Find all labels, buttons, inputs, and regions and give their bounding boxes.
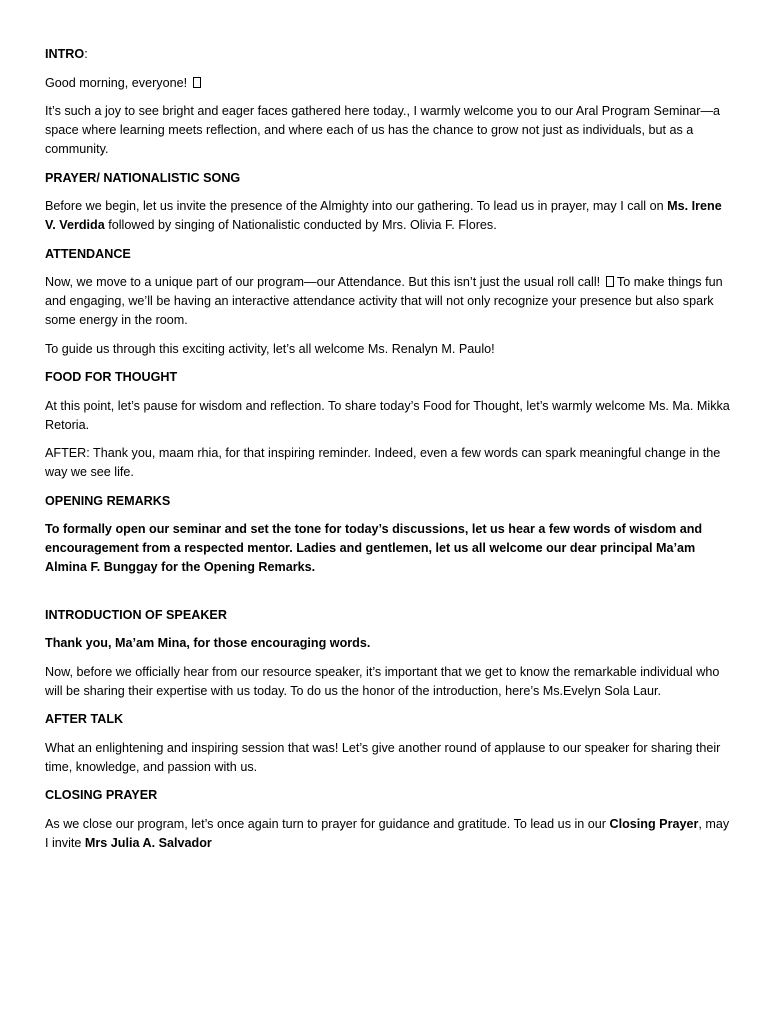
attendance-guide: To guide us through this exciting activity, let’s all welcome Ms. Renalyn M. Paulo!: [45, 341, 495, 356]
opening-remarks-heading: OPENING REMARKS: [45, 493, 171, 508]
closing-prayer-leader-name: Mrs Julia A. Salvador: [84, 835, 212, 850]
closing-prayer-heading: CLOSING PRAYER: [45, 788, 158, 802]
introduction-text: Now, before we officially hear from our resource speaker, it’s important that we get to know the remarkable individual who will be sharing their expertise with us today. To do us the honor of the introduction, here’s Ms.Evelyn Sola Laur.: [45, 664, 720, 698]
food-for-thought-heading: FOOD FOR THOUGHT: [45, 370, 178, 384]
blank-line: [45, 587, 730, 606]
intro-heading: INTRO:: [45, 47, 88, 61]
opening-remarks-text: To formally open our seminar and set the tone for today’s discussions, let us hear a few words of wisdom and encouragement from a respected mentor. Ladies and gentlemen, let us all welcome our dear principal Ma’am Almina F. Bunggay for the Opening Remarks.: [45, 522, 703, 574]
closing-prayer-label: Closing Prayer: [609, 816, 699, 831]
prayer-text: Before we begin, let us invite the presence of the Almighty into our gathering. To lead us in prayer, may I call on Ms. Irene V. Verdida followed by singing of Nationalistic conducted by Mrs. Olivia F. Flores.: [45, 199, 722, 232]
intro-greeting: Good morning, everyone!: [45, 74, 730, 93]
food-for-thought-text: At this point, let’s pause for wisdom and reflection. To share today’s Food for Thought, let’s warmly welcome Ms. Ma. Mikka Retoria.: [45, 398, 730, 432]
attendance-text: Now, we move to a unique part of our program—our Attendance. But this isn’t just the usual roll call! To make things fun and engaging, we’ll be having an interactive attendance activity that will not only recognize your presence but also spark some energy in the room.: [45, 275, 723, 327]
prayer-heading: PRAYER/ NATIONALISTIC SONG: [45, 170, 241, 185]
after-talk-text: What an enlightening and inspiring session that was! Let’s give another round of applause to our speaker for sharing their time, knowledge, and passion with us.: [45, 740, 721, 774]
prayer-leader-name: Ms. Irene V. Verdida: [45, 199, 722, 232]
food-for-thought-after: AFTER: Thank you, maam rhia, for that inspiring reminder. Indeed, even a few words can spark meaningful change in the way we see life.: [45, 446, 721, 479]
closing-prayer-text: As we close our program, let’s once again turn to prayer for guidance and gratitude. To lead us in our Closing Prayer, may I invite Mrs Julia A. Salvador: [45, 816, 730, 850]
document-body: [45, 45, 730, 862]
introduction-thanks: Thank you, Ma’am Mina, for those encouraging words.: [45, 636, 371, 650]
introduction-of-speaker-heading: INTRODUCTION OF SPEAKER: [45, 607, 227, 622]
missing-glyph-icon: [193, 77, 201, 88]
attendance-heading: ATTENDANCE: [45, 246, 131, 261]
intro-welcome: It’s such a joy to see bright and eager faces gathered here today., I warmly welcome you to our Aral Program Seminar—a space where learning meets reflection, and where each of us has the chance to grow not just as individuals, but as a community.: [45, 104, 721, 156]
missing-glyph-icon: [606, 276, 614, 287]
after-talk-heading: AFTER TALK: [45, 712, 124, 726]
